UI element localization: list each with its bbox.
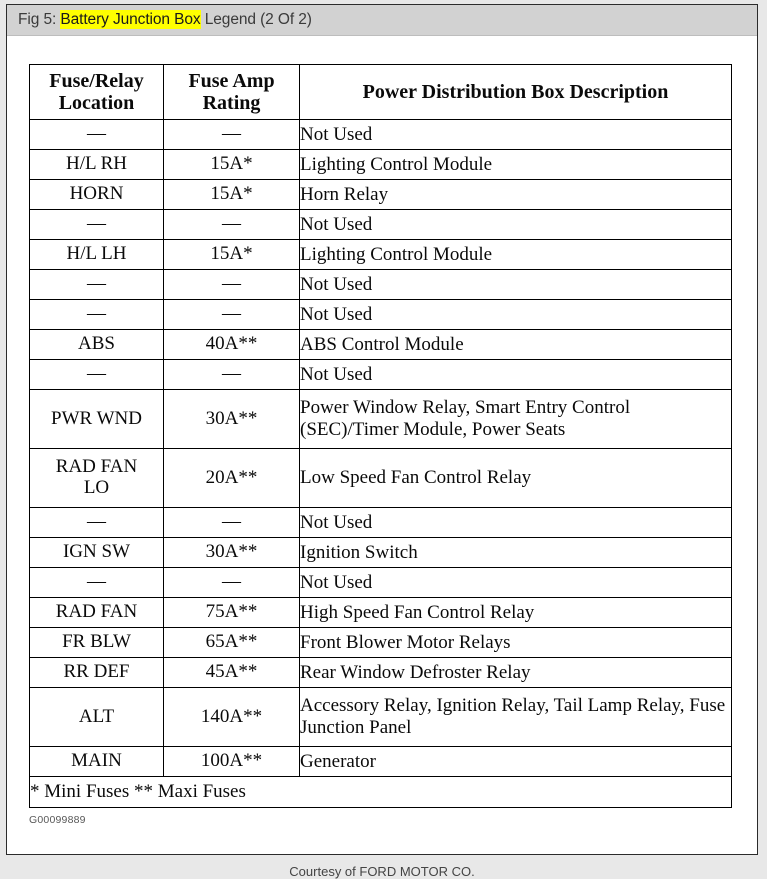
column-header-location: [30, 65, 164, 120]
cell-rating: 40A**: [164, 330, 300, 360]
fuse-legend-table: [29, 64, 732, 808]
cell-description: Lighting Control Module: [300, 150, 732, 180]
document-page: [6, 4, 758, 879]
cell-location: RAD FAN LO: [30, 449, 164, 508]
figure-title-bar: [7, 5, 757, 36]
table-row: [30, 360, 732, 390]
table-row: [30, 300, 732, 330]
cell-location: —: [30, 270, 164, 300]
cell-description: Not Used: [300, 300, 732, 330]
table-header-row: [30, 65, 732, 120]
cell-location: ABS: [30, 330, 164, 360]
cell-description: Lighting Control Module: [300, 240, 732, 270]
cell-location: IGN SW: [30, 538, 164, 568]
cell-rating: —: [164, 508, 300, 538]
cell-rating: —: [164, 568, 300, 598]
table-row: [30, 120, 732, 150]
cell-location: —: [30, 120, 164, 150]
cell-rating: 65A**: [164, 628, 300, 658]
cell-description: Horn Relay: [300, 180, 732, 210]
cell-description: ABS Control Module: [300, 330, 732, 360]
cell-location: ALT: [30, 688, 164, 747]
table-row: [30, 240, 732, 270]
table-footnote-row: [30, 777, 732, 808]
page-title: [18, 11, 312, 29]
cell-location: —: [30, 360, 164, 390]
cell-location: PWR WND: [30, 390, 164, 449]
cell-rating: 15A*: [164, 240, 300, 270]
column-header-rating-line2: Rating: [202, 92, 261, 114]
cell-rating: —: [164, 120, 300, 150]
cell-description: Generator: [300, 747, 732, 777]
cell-rating: —: [164, 270, 300, 300]
cell-rating: 15A*: [164, 180, 300, 210]
cell-rating: 75A**: [164, 598, 300, 628]
cell-rating: 30A**: [164, 538, 300, 568]
table-row: [30, 210, 732, 240]
cell-description: Not Used: [300, 360, 732, 390]
cell-location: MAIN: [30, 747, 164, 777]
cell-location: FR BLW: [30, 628, 164, 658]
cell-description: Not Used: [300, 508, 732, 538]
table-row: [30, 330, 732, 360]
title-highlight: Battery Junction Box: [60, 11, 201, 28]
cell-location: H/L RH: [30, 150, 164, 180]
cell-rating: 15A*: [164, 150, 300, 180]
title-prefix: Fig 5:: [18, 11, 61, 28]
cell-location: —: [30, 568, 164, 598]
column-header-rating: [164, 65, 300, 120]
cell-location: —: [30, 300, 164, 330]
column-header-location-line2: Location: [58, 92, 135, 114]
cell-rating: 100A**: [164, 747, 300, 777]
courtesy-label: Courtesy of FORD MOTOR CO.: [289, 864, 475, 879]
cell-rating: 45A**: [164, 658, 300, 688]
cell-description: Rear Window Defroster Relay: [300, 658, 732, 688]
table-row: [30, 598, 732, 628]
cell-location: HORN: [30, 180, 164, 210]
cell-location: RAD FAN: [30, 598, 164, 628]
table-row: [30, 538, 732, 568]
cell-rating: —: [164, 300, 300, 330]
table-row: [30, 270, 732, 300]
column-header-description: Power Distribution Box Description: [300, 65, 732, 120]
cell-description: Ignition Switch: [300, 538, 732, 568]
table-row: [30, 508, 732, 538]
table-row: [30, 150, 732, 180]
table-row: [30, 180, 732, 210]
cell-rating: —: [164, 360, 300, 390]
cell-description: Not Used: [300, 568, 732, 598]
cell-description: Low Speed Fan Control Relay: [300, 449, 732, 508]
table-row: [30, 449, 732, 508]
table-row: [30, 568, 732, 598]
cell-rating: 30A**: [164, 390, 300, 449]
title-suffix: Legend (2 Of 2): [200, 11, 312, 28]
cell-rating: 20A**: [164, 449, 300, 508]
cell-description: Front Blower Motor Relays: [300, 628, 732, 658]
cell-location: —: [30, 508, 164, 538]
cell-description: Power Window Relay, Smart Entry Control (SEC)/Timer Module, Power Seats: [300, 390, 732, 449]
column-header-location-line1: Fuse/Relay: [49, 69, 144, 92]
column-header-rating-line1: Fuse Amp: [188, 69, 275, 92]
table-row: [30, 688, 732, 747]
table-row: [30, 628, 732, 658]
image-code-label: G00099889: [29, 814, 86, 826]
document-body: [7, 36, 757, 879]
cell-description: Not Used: [300, 210, 732, 240]
cell-description: Not Used: [300, 270, 732, 300]
table-row: [30, 658, 732, 688]
cell-description: High Speed Fan Control Relay: [300, 598, 732, 628]
cell-rating: 140A**: [164, 688, 300, 747]
cell-description: Accessory Relay, Ignition Relay, Tail Lamp Relay, Fuse Junction Panel: [300, 688, 732, 747]
table-row: [30, 747, 732, 777]
table-row: [30, 390, 732, 449]
cell-rating: —: [164, 210, 300, 240]
cell-location: H/L LH: [30, 240, 164, 270]
cell-location: —: [30, 210, 164, 240]
cell-location: RR DEF: [30, 658, 164, 688]
cell-description: Not Used: [300, 120, 732, 150]
footnote-text: * Mini Fuses ** Maxi Fuses: [30, 777, 732, 808]
